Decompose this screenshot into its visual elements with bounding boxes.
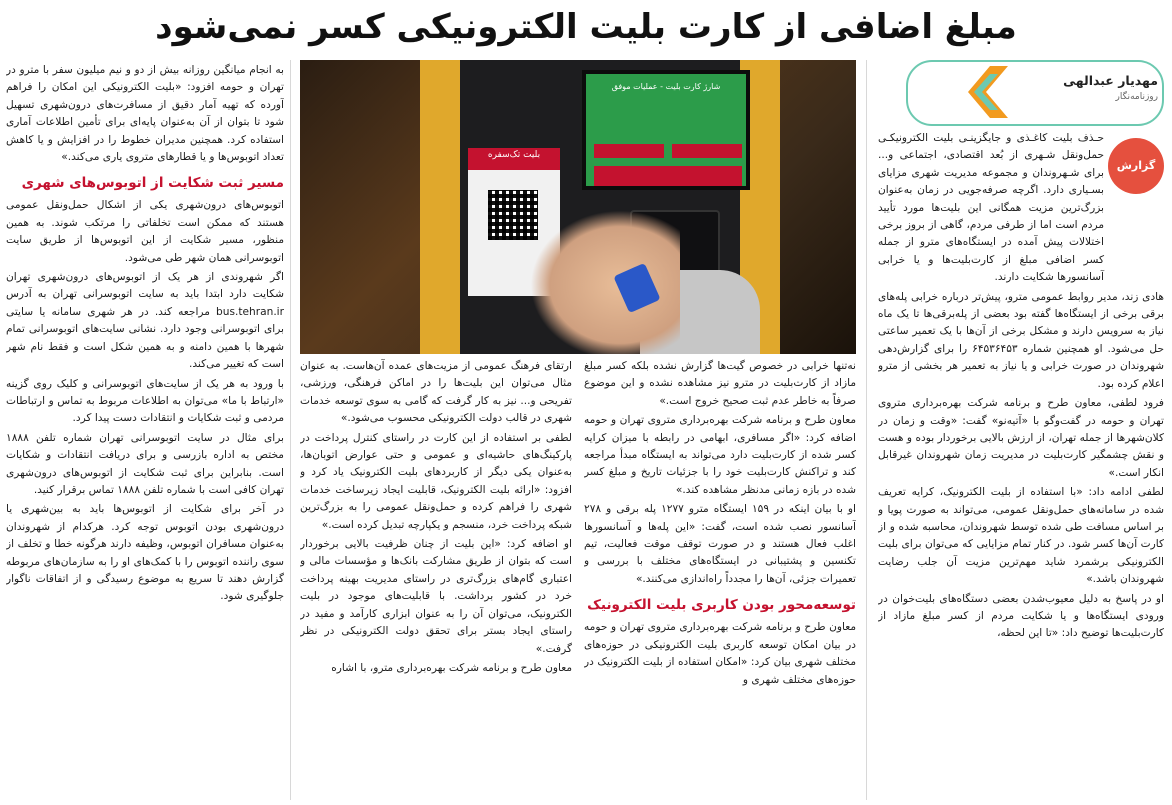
paragraph: ارتقای فرهنگ عمومی از مزیت‌های عمده آن‌هاست. به عنوان مثال می‌توان این بلیت‌ها را در اماکن فرهنگی، ورزشی، تفریحی و... نیز به کار گرفت که گامی به سوی توسعه خدمات شهری در قالب دولت الکترونیکی محسوب می‌شود.» <box>300 360 572 425</box>
paragraph: معاون طرح و برنامه شرکت بهره‌برداری متروی تهران و حومه اضافه کرد: «اگر مسافری، ابهامی در رابطه با میزان کرایه کسر شده از کارت‌بلیت دارد می‌تواند به ایستگاه مبدأ مراجعه کند و تراکنش کارت‌بلیت خود را با جزئیات تاریخ و مبلغ کسر شده در بازه زمانی مدنظر مشاهده کند.» <box>584 414 856 496</box>
paragraph: با ورود به هر یک از سایت‌های اتوبوسرانی و کلیک روی گزینه «ارتباط با ما» می‌توان به اطلاعات مربوط به تماس و ارتباطات مردمی و ثبت شکایات و انتقادات دست پیدا کرد. <box>6 377 284 425</box>
sticker-label: بلیت تک‌سفره <box>487 150 541 160</box>
paragraph: فرود لطفی، معاون طرح و برنامه شرکت بهره‌برداری متروی تهران و حومه در گفت‌وگو با «آتیه‌نو» گفت: «وقت و زمان در کلان‌شهرها از جمله تهران، از ارزش بالایی برخوردار بوده و هست و نقش چشمگیر کارت‌بلیت در مدیریت زمان شهروندان غیرقابل انکار است.» <box>878 397 1164 479</box>
paragraph: معاون طرح و برنامه شرکت بهره‌برداری مترو، با اشاره <box>331 661 572 674</box>
paragraph: لطفی ادامه داد: «با استفاده از بلیت الکترونیک، کرایه تعریف شده در سامانه‌های حمل‌ونقل عمومی، می‌تواند به صورت پویا و بر اساس مسافت طی شده توسط شهروندان، محاسبه شده و از کارت آن‌ها کسر شود. در کنار تمام مزایایی که می‌توان برای بلیت الکترونیکی برشمرد شاید مهم‌ترین مزیت آن جلب رضایت شهروندان باشد.» <box>878 486 1164 586</box>
column-2 <box>584 358 856 802</box>
paragraph: او با بیان اینکه در ۱۵۹ ایستگاه مترو ۱۲۷۷ پله برقی و ۲۷۸ آسانسور نصب شده است، گفت: «این پله‌ها و آسانسورها اغلب فعال هستند و در صورت توقف موقت فعالیت، تیم تکنسین و پشتیبانی در ایستگاه‌های مختلف با بررسی و تعمیرات جزئی، آن‌ها را مجدداً راه‌اندازی می‌کنند.» <box>584 503 856 585</box>
machine-screen <box>582 70 750 190</box>
paragraph: نه‌تنها خرابی در خصوص گیت‌ها گزارش نشده بلکه کسر مبلغ مازاد از کارت‌بلیت در مترو نیز مشاهده نشده و این موضوع صرفاً به خاطر عدم ثبت صحیح خروج است.» <box>584 360 856 407</box>
section-badge: گزارش <box>1108 138 1164 194</box>
subheading: توسعه‌محور بودن کاربری بلیت الکترونیک <box>587 597 856 614</box>
column-4 <box>6 62 284 802</box>
column-1 <box>878 130 1164 802</box>
paragraph: به انجام میانگین روزانه بیش از دو و نیم میلیون سفر با مترو در تهران و حومه افزود: «بلیت الکترونیکی این امکان را فراهم آورده که تهیه آمار دقیق از مسافرت‌های درون‌شهری تسهیل شود تا بتوان از آن به‌عنوان پایه‌ای برای تأمین اطلاعات آماری استفاده کرد. همچنین مدیران خطوط را در افزایش و یا کاهش تعداد اتوبوس‌ها و یا قطارهای متروی یاری می‌کند.» <box>6 64 284 164</box>
chevron-icon <box>968 66 1008 118</box>
paragraph: هادی زند، مدیر روابط عمومی مترو، پیش‌تر درباره خرابی پله‌های برقی برخی از ایستگاه‌ها گفته بود بعضی از پله‌برقی‌ها تا یک ماه نیاز به سرویس دارند و مشکل برخی از آن‌ها با یک تعمیر ساعتی حل می‌شود. او همچنین شماره ۶۴۵۳۶۴۵۳ را برای گزارش‌دهی شهروندان در صورت خرابی و یا نیاز به تعمیر هر بخشی از مترو اعلام کرده بود. <box>878 290 1164 390</box>
headline: مبلغ اضافی از کارت بلیت الکترونیکی کسر نمی‌شود <box>155 7 1017 47</box>
paragraph: برای مثال در سایت اتوبوسرانی تهران شماره تلفن ۱۸۸۸ مختص به اداره بازرسی و برای دریافت انتقادات و شکایات است. بنابراین برای ثبت شکایت از اتوبوس‌های درون‌شهری تهران کافی است با شماره تلفن ۱۸۸۸ تماس برقرار کنید. <box>6 431 284 496</box>
paragraph: معاون طرح و برنامه شرکت بهره‌برداری متروی تهران و حومه در بیان امکان توسعه کاربری بلیت الکترونیکی در حوزه‌های مختلف شهری بیان کرد: «امکان استفاده از بلیت الکترونیک در حوزه‌های مختلف شهری و <box>584 621 856 686</box>
paragraph: حـذف بلیت کاغـذی و جایگزینـی بلیت الکترونیکـی حمل‌ونقل شـهری از بُعد اقتصادی، اجتماعی و... برای شـهروندان و مجموعه مدیریت شهری مزایای بسـیاری دارد. اگرچه صرفه‌جویی در زمان به‌عنوان بزرگ‌ترین مزیت همگانی این بلیت‌ها مورد تأیید مردم است اما از طرفی مردم، گاهی از بروز برخی اختلالات پیش آمده در ایستگاه‌های مترو از جمله کسر اضافی مبلغ از کارت‌بلیت‌ها و یا خرابی آسانسورها شکایت دارند. <box>878 132 1104 284</box>
paragraph: اگر شهروندی از هر یک از اتوبوس‌های درون‌شهری تهران شکایت دارد ابتدا باید به سایت اتوبوسرانی تهران به آدرس bus.tehran.ir مراجعه کند. در هر شهری سامانه یا سایتی برای اتوبوسرانی وجود دارد. نشانی سایت‌های اتوبوسرانی تمام شهرها با همین دامنه و به همین شکل است و فقط نام شهر است که تغییر می‌کند. <box>6 271 284 371</box>
paragraph: در آخر برای شکایت از اتوبوس‌ها باید به بین‌شهری یا درون‌شهری بودن اتوبوس توجه کرد. هرکدام از شهروندان به‌عنوان مسافران اتوبوس، وظیفه دارند هرگونه خطا و تخلف از سوی راننده اتوبوس را با کمک‌های او را به سازمان‌های مربوطه گزارش دهند تا سریع به موضوع رسیدگی و از اتفاقات ناگوار جلوگیری شود. <box>6 503 284 603</box>
paragraph: اتوبوس‌های درون‌شهری یکی از اشکال حمل‌ونقل عمومی هستند که ممکن است تخلفاتی را مرتکب شوند. به همین منظور، مسیر شکایت از این اتوبوس‌ها از طریق سایت اتوبوسرانی همان شهر طی می‌شود. <box>6 199 284 264</box>
paragraph: لطفی بر استفاده از این کارت در راستای کنترل پرداخت در پارکینگ‌های حاشیه‌ای و عمومی و حتی عوارض اتوبان‌ها، به‌عنوان یکی دیگر از کاربرد‌های بلیت الکترونیک یاد کرد و افزود: «ارائه بلیت الکترونیک، قابلیت ایجاد زیرساخت خدمات شهری را فراهم کرده و حمل‌ونقل عمومی را به بزرگ‌ترین شبکه پرداخت خرد، منسجم و یکپارچه تبدیل کرده است.» <box>300 431 572 531</box>
column-3 <box>300 358 572 802</box>
screen-title: شارژ کارت بلیت - عملیات موفق <box>611 82 721 91</box>
paragraph: او اضافه کرد: «این بلیت از چنان ظرفیت بالایی برخوردار است که بتوان از طریق مشارکت بانک‌ها و مؤسسات مالی و اعتباری گام‌های بزرگ‌تری در راستای مدیریت بهینه پرداخت خرد در کشور برداشت. با قابلیت‌های موجود در بلیت الکترونیک، می‌توان آن را به عنوان ابزاری کارآمد و مفید در راستای ایجاد بستر برای تحقق دولت الکترونیکی در نظر گرفت.» <box>300 538 572 655</box>
paragraph: او در پاسخ به دلیل معیوب‌شدن بعضی دستگاه‌های بلیت‌خوان در ورودی ایستگاه‌ها و یا شکایت مردم از کسر مبلغ مازاد از کارت‌بلیت‌ها توضیح داد: «تا این لحظه، <box>878 592 1164 640</box>
author-name: مهدیار عبدالهی <box>1063 73 1158 88</box>
article-photo <box>300 60 856 354</box>
subheading: مسیر ثبت شکایت از اتوبوس‌های شهری <box>21 175 284 192</box>
hand <box>530 210 680 354</box>
author-role: روزنامه‌نگار <box>1115 92 1158 102</box>
